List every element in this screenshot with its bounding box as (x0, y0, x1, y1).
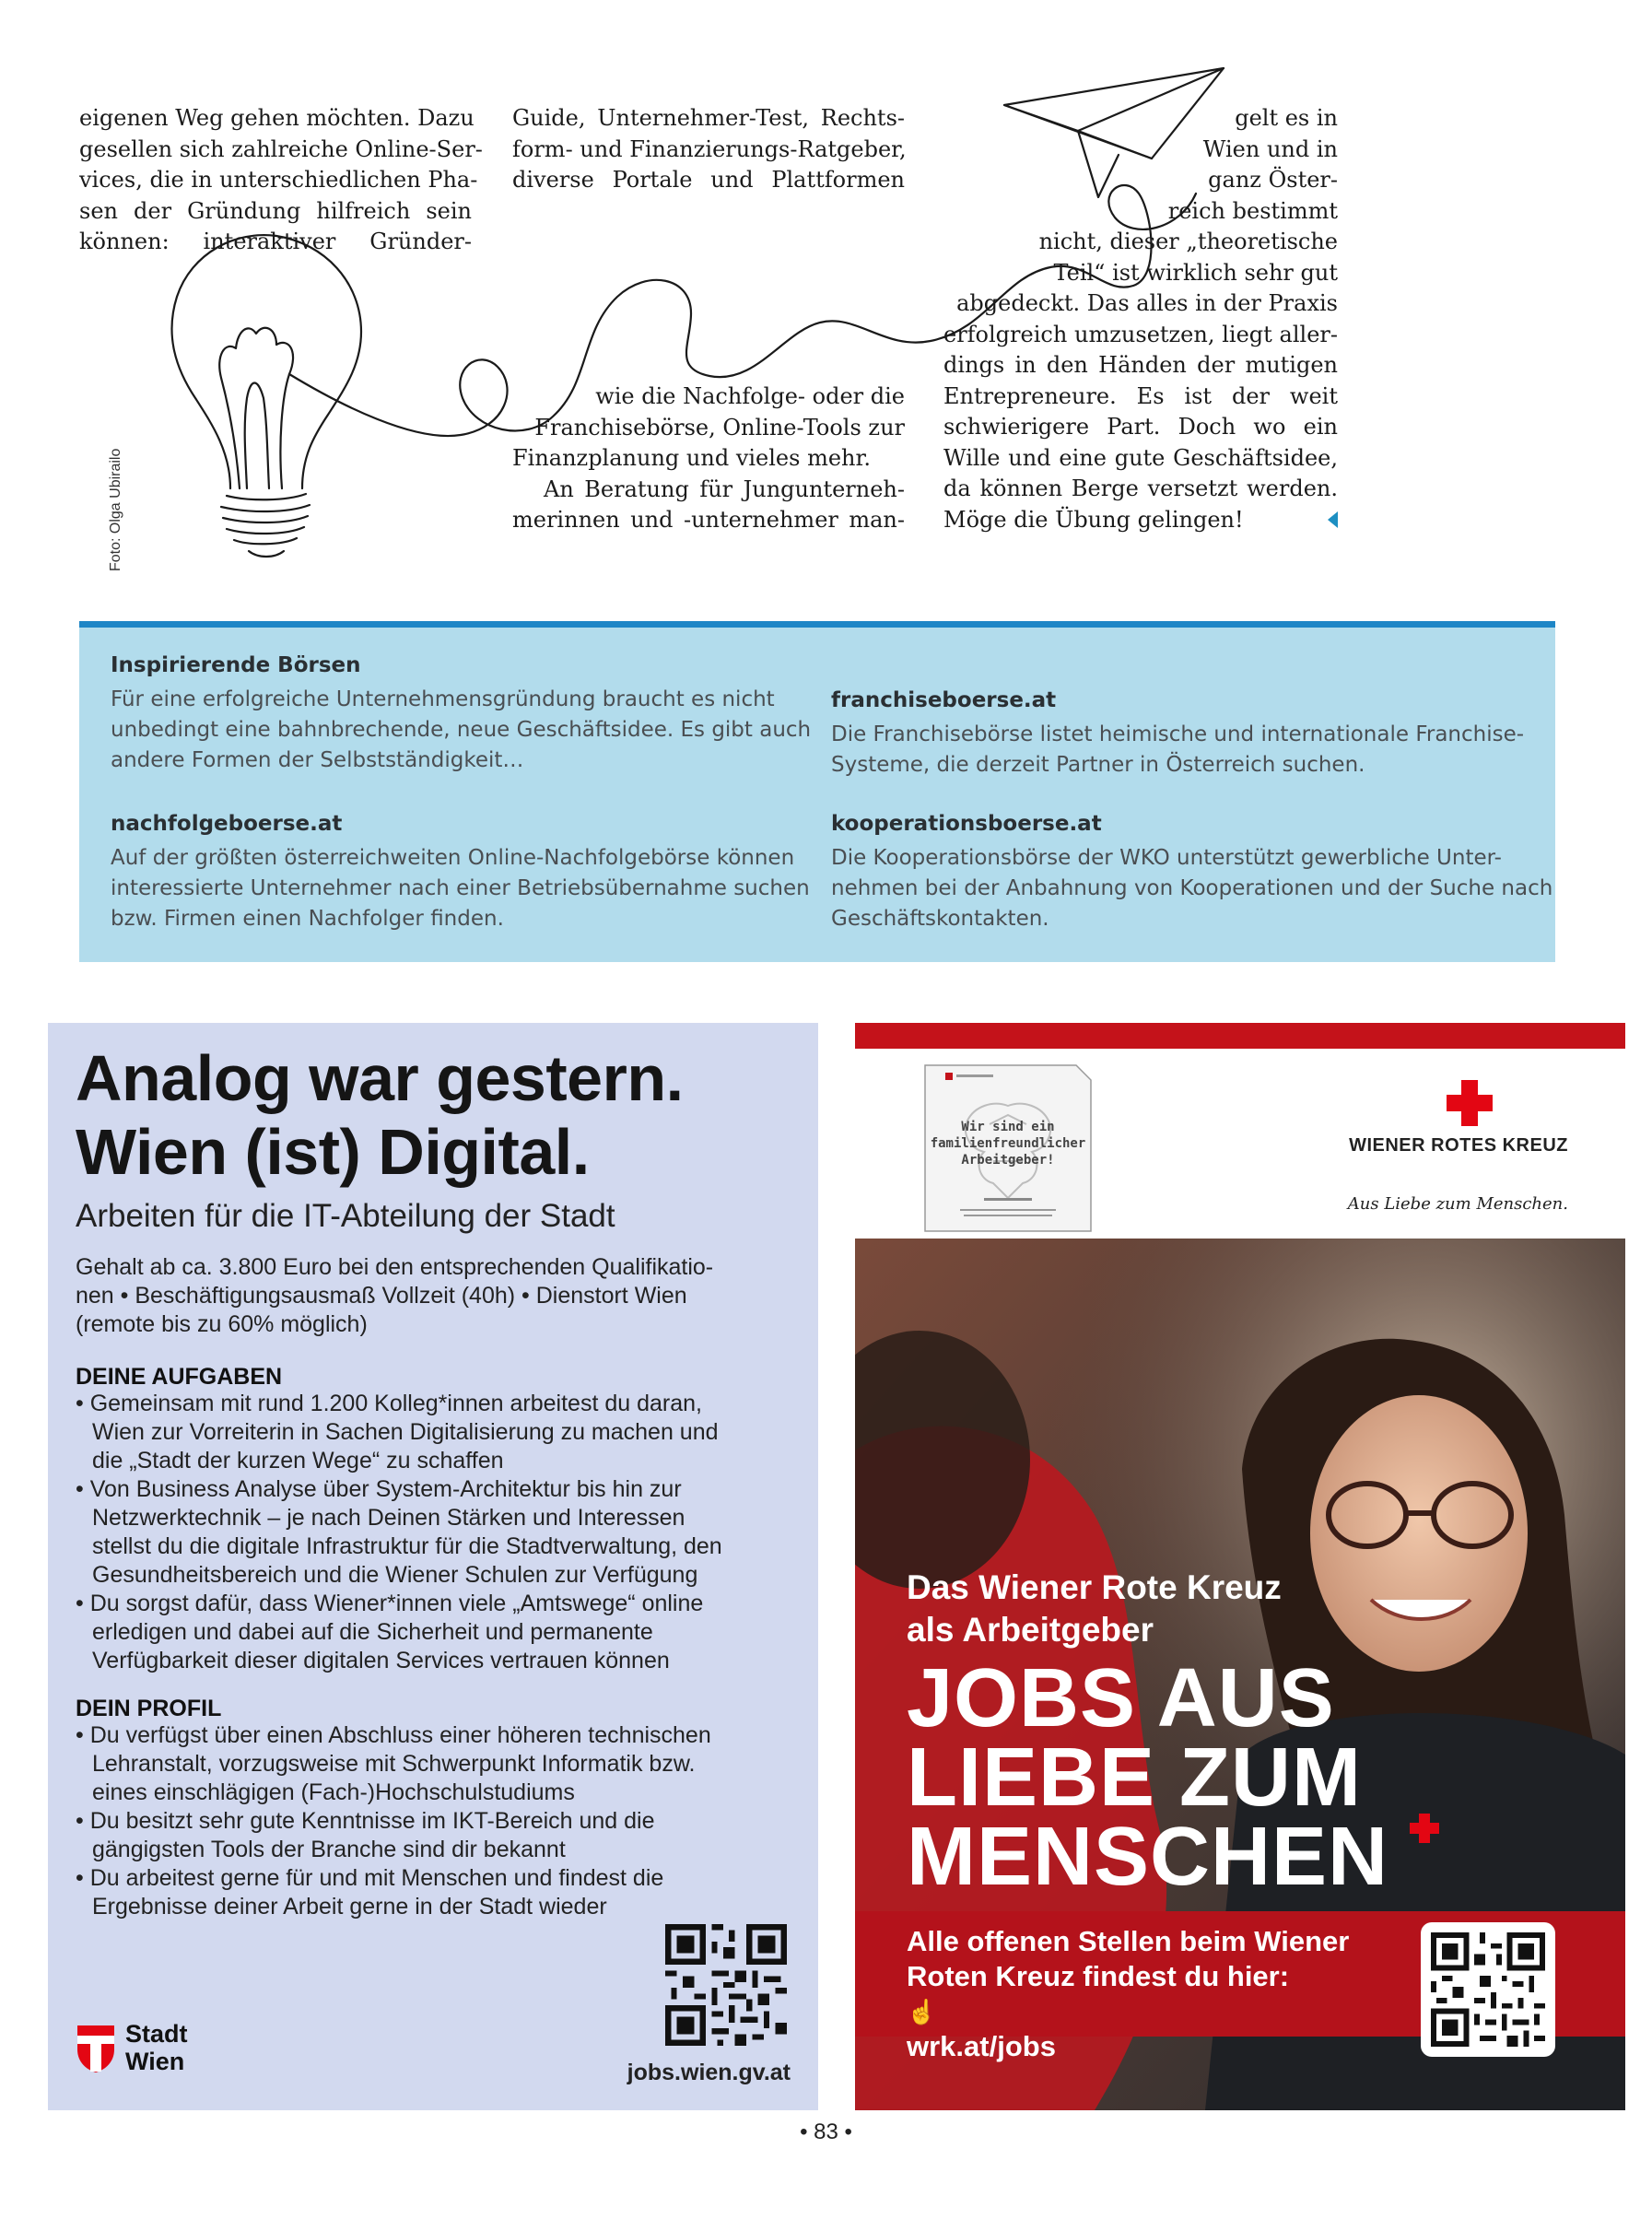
wrk-slogan: Aus Liebe zum Menschen. (1347, 1194, 1568, 1214)
article-line: form- und Finanzierungs-Ratgeber, (512, 135, 907, 162)
ad-url-link[interactable]: jobs.wien.gv.at (627, 2060, 791, 2085)
list-item: Verfügbarkeit dieser digitalen Services vertrauen können (92, 1648, 670, 1673)
ad-subheadline-line: als Arbeitgeber (907, 1611, 1154, 1649)
info-box-text-line: nehmen bei der Anbahnung von Kooperationen und der Suche nach (831, 876, 1553, 900)
info-box-text-line: Systeme, die derzeit Partner in Österreich suchen. (831, 753, 1365, 777)
article-line: abgedeckt. Das alles in der Praxis (956, 290, 1338, 316)
article-line: Finanzplanung und vieles mehr. (512, 445, 871, 471)
red-cross-icon (1445, 1078, 1494, 1128)
info-box-text-line: Die Kooperationsbörse der WKO unterstützt gewerbliche Unter- (831, 846, 1502, 870)
ad-top-bar (855, 1023, 1625, 1049)
article-line: An Beratung für Jungunterneh- (544, 476, 905, 502)
list-item: die „Stadt der kurzen Wege“ zu schaffen (92, 1448, 504, 1473)
ad-headline-line: LIEBE ZUM (907, 1732, 1362, 1824)
info-box-text-line: Für eine erfolgreiche Unternehmensgründung braucht es nicht (111, 687, 775, 711)
qr-code-icon[interactable] (1431, 1932, 1545, 2047)
list-item: Gesundheitsbereich und die Wiener Schulen zur Verfügung (92, 1562, 698, 1588)
profile-list (76, 1721, 711, 1921)
article-line: dings in den Händen der mutigen (943, 352, 1338, 378)
list-item: • Von Business Analyse über System-Architektur bis hin zur (76, 1476, 682, 1502)
stadt-wien-shield-icon (76, 2024, 116, 2073)
info-box-entry-title: kooperationsboerse.at (831, 812, 1102, 836)
article-line: Teil“ ist wirklich sehr gut (1053, 259, 1338, 286)
info-box-text-line: Geschäftskontakten. (831, 907, 1049, 931)
article-line: merinnen und -unternehmer man- (512, 507, 905, 533)
rotes-kreuz-job-ad (855, 1023, 1625, 2110)
article-line: sen der Gründung hilfreich sein (79, 197, 472, 224)
list-item: Ergebnisse deiner Arbeit gerne in der Stadt wieder (92, 1894, 607, 1920)
logo-text-line: Wien (125, 2048, 185, 2075)
info-box (79, 621, 1555, 962)
article-line: Guide, Unternehmer-Test, Rechts- (512, 105, 905, 131)
list-item: Netzwerktechnik – je nach Deinen Stärken und Interessen (92, 1505, 685, 1531)
info-box-entry-title: nachfolgeboerse.at (111, 812, 343, 836)
article-line: nicht, dieser „theoretische (1038, 229, 1338, 254)
article-line: Wille und eine gute Geschäftsidee, (943, 444, 1338, 471)
info-box-intro (111, 685, 811, 776)
photo-credit: Foto: Olga Ubirailo (108, 448, 123, 571)
ad-text-line: (remote bis zu 60% möglich) (76, 1311, 368, 1337)
seal-text-line: familienfreundlicher (930, 1136, 1086, 1151)
list-item: • Du verfügst über einen Abschluss einer höheren technischen (76, 1722, 711, 1748)
list-item: Lehranstalt, vorzugsweise mit Schwerpunkt Informatik bzw. (92, 1751, 696, 1777)
list-item: stellst du die digitale Infrastruktur für die Stadtverwaltung, den (92, 1533, 722, 1559)
ad-cta-link[interactable] (907, 1994, 1349, 2064)
info-box-entry-title: franchiseboerse.at (831, 688, 1057, 712)
ad-subtitle: Arbeiten für die IT-Abteilung der Stadt (76, 1198, 615, 1234)
page-number: • 83 • (800, 2119, 852, 2144)
info-box-text-line: interessierte Unternehmer nach einer Betriebsübernahme suchen (111, 876, 810, 900)
info-box-entry-text (831, 843, 1553, 934)
tasks-list (76, 1390, 722, 1675)
article-line: Franchisebörse, Online-Tools zur (534, 414, 905, 440)
article-line: eigenen Weg gehen möchten. Dazu (79, 105, 475, 131)
seal-text (929, 1119, 1087, 1168)
pointer-hand-icon: ☝ (907, 1998, 937, 2025)
wrk-org-name: WIENER ROTES KREUZ (1349, 1135, 1568, 1156)
info-box-entry-text (111, 843, 811, 934)
article-line: da können Berge versetzt werden. (943, 476, 1338, 501)
stadt-wien-logo-text (125, 2020, 188, 2075)
list-item: eines einschlägigen (Fach-)Hochschulstudiums (92, 1779, 575, 1805)
info-box-text-line: andere Formen der Selbstständigkeit… (111, 748, 524, 772)
ad-text-line: Gehalt ab ca. 3.800 Euro bei den entsprechenden Qualifikatio- (76, 1254, 714, 1280)
ad-conditions (76, 1253, 713, 1339)
article-line: können: interaktiver Gründer- (79, 229, 472, 254)
info-box-text-line: Auf der größten österreichweiten Online-Nachfolgebörse können (111, 846, 795, 870)
lightbulb-paperplane-illustration (120, 55, 1253, 571)
info-box-title: Inspirierende Börsen (111, 653, 361, 677)
article-line: reich bestimmt (1167, 197, 1338, 224)
stadt-wien-job-ad (48, 1023, 818, 2110)
article-line: ganz Öster- (1208, 167, 1338, 193)
tasks-heading: DEINE AUFGABEN (76, 1364, 283, 1390)
list-item: gängigsten Tools der Branche sind dir bekannt (92, 1837, 566, 1862)
info-box-entry-text (831, 720, 1531, 781)
ad-text-line: nen • Beschäftigungsausmaß Vollzeit (40h) • Dienstort Wien (76, 1283, 687, 1309)
ad-cta (907, 1924, 1349, 2064)
qr-code-icon[interactable] (665, 1924, 787, 2046)
article-line: gesellen sich zahlreiche Online-Ser- (79, 135, 483, 162)
article-line: schwierigere Part. Doch wo ein (943, 414, 1338, 440)
article-line: erfolgreich umzusetzen, liegt aller- (943, 321, 1338, 347)
info-box-text-line: Die Franchisebörse listet heimische und internationale Franchise- (831, 722, 1525, 746)
ad-headline-line: Wien (ist) Digital. (76, 1116, 590, 1188)
article-line: Entrepreneure. Es ist der weit (943, 382, 1338, 409)
info-box-text-line: unbedingt eine bahnbrechende, neue Geschäftsidee. Es gibt auch (111, 718, 812, 742)
qr-code-tile[interactable] (1421, 1922, 1555, 2057)
list-item: Wien zur Vorreiterin in Sachen Digitalisierung zu machen und (92, 1419, 719, 1445)
ad-headline (907, 1652, 1389, 1903)
list-item: erledigen und dabei auf die Sicherheit und permanente (92, 1619, 653, 1645)
article-line: gelt es in (1235, 105, 1338, 131)
article-line: diverse Portale und Plattformen (512, 167, 905, 193)
end-mark-icon (1328, 511, 1338, 528)
list-item: • Du besitzt sehr gute Kenntnisse im IKT-Bereich und die (76, 1808, 655, 1834)
ad-subheadline (907, 1567, 1282, 1651)
profile-heading: DEIN PROFIL (76, 1696, 222, 1721)
ad-cta-line: Alle offenen Stellen beim Wiener (907, 1925, 1350, 1957)
ad-headline-line: Analog war gestern. (76, 1042, 684, 1114)
list-item: • Du arbeitest gerne für und mit Menschen und findest die (76, 1865, 664, 1891)
ad-cta-line: Roten Kreuz findest du hier: (907, 1960, 1290, 1992)
article-line: Wien und in (1202, 135, 1338, 162)
ad-cta-url[interactable]: wrk.at/jobs (907, 2030, 1056, 2062)
list-item: • Gemeinsam mit rund 1.200 Kolleg*innen arbeitest du daran, (76, 1391, 702, 1416)
article-line: Möge die Übung gelingen! (943, 506, 1244, 533)
seal-text-line: Arbeitgeber! (961, 1153, 1055, 1168)
ad-subheadline-line: Das Wiener Rote Kreuz (907, 1568, 1282, 1606)
article-line: wie die Nachfolge- oder die (595, 383, 905, 409)
logo-text-line: Stadt (125, 2020, 188, 2048)
seal-text-line: Wir sind ein (961, 1120, 1055, 1134)
ad-headline (76, 1041, 684, 1189)
ad-headline-line: JOBS AUS (907, 1652, 1335, 1744)
info-box-text-line: bzw. Firmen einen Nachfolger finden. (111, 907, 504, 931)
ad-headline-line: MENSCHEN (907, 1811, 1389, 1903)
article-line: vices, die in unterschiedlichen Pha- (79, 167, 478, 193)
list-item: • Du sorgst dafür, dass Wiener*innen viele „Amtswege“ online (76, 1591, 704, 1616)
